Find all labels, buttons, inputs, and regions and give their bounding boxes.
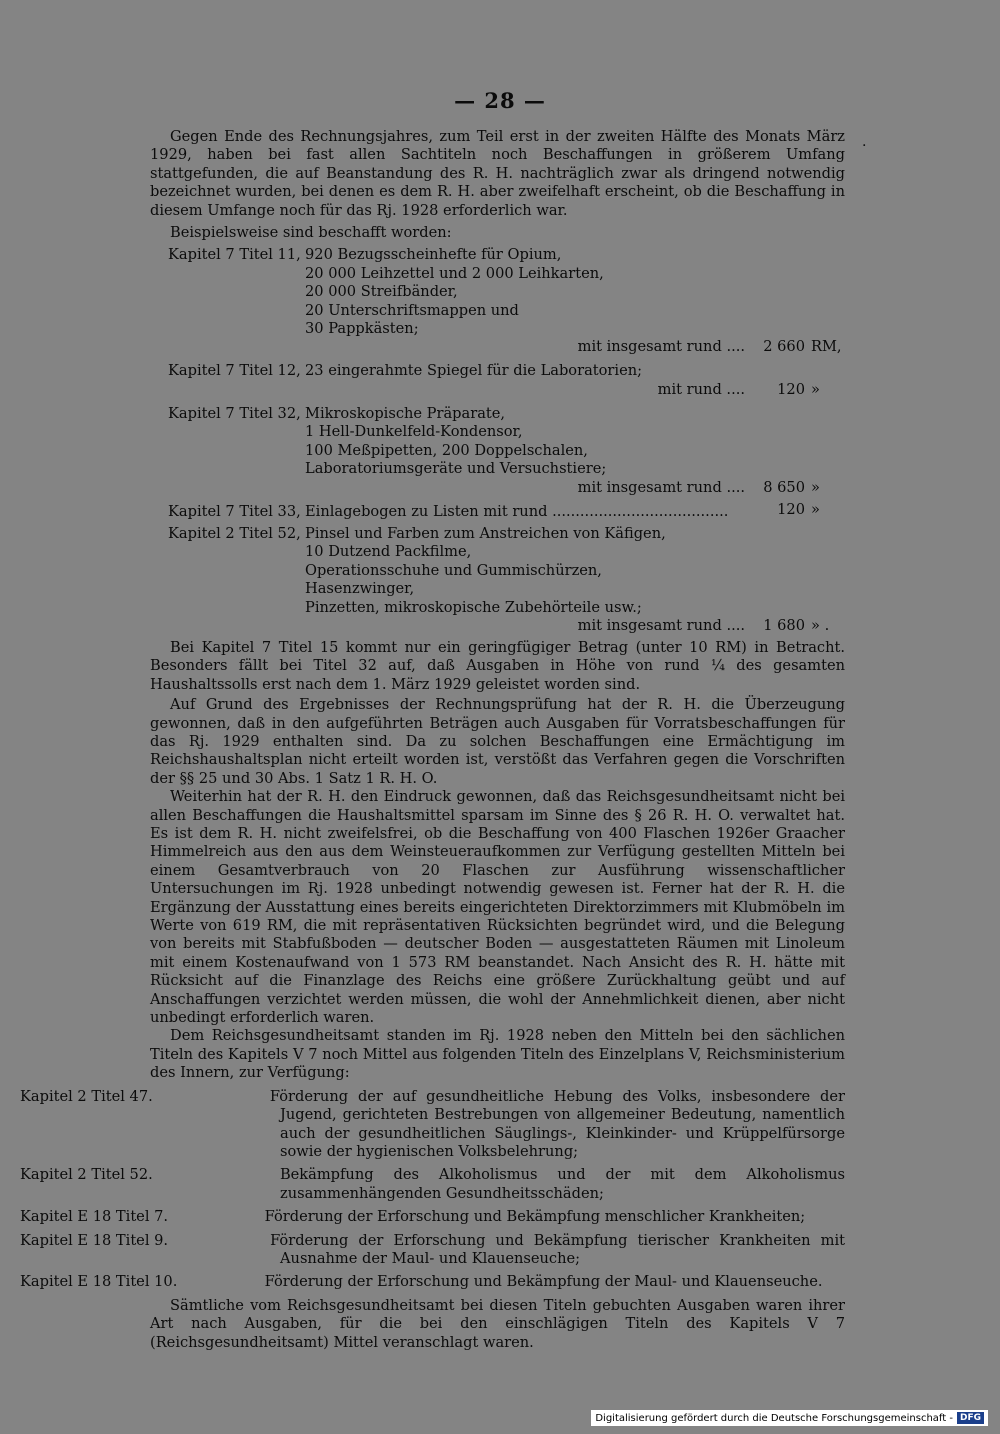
item-chapter-label: Kapitel 2 Titel 52, bbox=[168, 524, 301, 542]
paragraph-1: Gegen Ende des Rechnungsjahres, zum Teil erst in der zweiten Hälfte des Monats März 1929, haben bei fast allen Sachtiteln noch Beschaffungen in größerem Umfang stattgefunden, die auf Beanstandung des R. H. nachträglich zwar als dringend notwendig bezeichnet wurden, bei denen es dem R. H. aber zweifelhaft erscheint, ob die Beschaffung in diesem Umfange noch für das Rj. 1928 erforderlich war. bbox=[150, 128, 845, 219]
budget-titles-list bbox=[20, 1087, 846, 1292]
procurement-item bbox=[150, 405, 845, 499]
item-sum-line bbox=[150, 617, 845, 637]
footer-text: Digitalisierung gefördert durch die Deutsche Forschungsgemeinschaft - bbox=[595, 1412, 953, 1424]
budget-title-text: Förderung der auf gesundheitliche Hebung des Volks, insbesondere der Jugend, gerichteten Bestrebungen von allgemeiner Bedeutung, namentlich auch der gesundheitlichen Säuglings-, Kleinkinder- und Krüppelfürsorge sowie der hygienischen Volksbelehrung; bbox=[269, 1087, 845, 1160]
sum-unit: » . bbox=[811, 616, 830, 634]
sum-unit: » bbox=[811, 500, 820, 518]
budget-title-entry bbox=[20, 1231, 846, 1269]
item-line: Pinsel und Farben zum Anstreichen von Käfigen, bbox=[305, 524, 666, 542]
budget-title-text: Förderung der Erforschung und Bekämpfung tierischer Krankheiten mit Ausnahme der Maul- und Klauenseuche; bbox=[270, 1231, 846, 1267]
item-sum-line bbox=[150, 381, 845, 401]
item-line: Operationsschuhe und Gummischürzen, bbox=[305, 561, 602, 579]
budget-title-entry bbox=[20, 1087, 845, 1162]
budget-title-label: Kapitel E 18 Titel 9. bbox=[20, 1231, 169, 1249]
budget-title-label: Kapitel 2 Titel 47. bbox=[20, 1087, 153, 1105]
sum-unit: RM, bbox=[811, 338, 842, 356]
item-chapter-label: Kapitel 7 Titel 33, bbox=[168, 502, 301, 520]
item-chapter-label: Kapitel 7 Titel 12, bbox=[168, 362, 301, 380]
procurement-item bbox=[150, 362, 845, 400]
procurement-item bbox=[150, 500, 845, 521]
budget-title-text: Förderung der Erforschung und Bekämpfung der Maul- und Klauenseuche. bbox=[264, 1273, 823, 1291]
item-line: Mikroskopische Präparate, bbox=[305, 404, 506, 422]
page-number: — 28 — bbox=[454, 88, 546, 113]
item-line: Pinzetten, mikroskopische Zubehörteile usw.; bbox=[305, 598, 642, 616]
paragraph-5: Weiterhin hat der R. H. den Eindruck gewonnen, daß das Reichsgesundheitsamt nicht bei allen Beschaffungen die Haushaltsmittel sparsam im Sinne des § 26 R. H. O. verwaltet hat. Es ist dem R. H. nicht zweifelsfrei, ob die Beschaffung von 400 Flaschen 1926er Graacher Himmelreich aus den aus dem Weinsteueraufkommen zur Verfügung gestellten Mitteln bei einem Gesamtverbrauch von 20 Flaschen zur Ausführung wissenschaftlicher Untersuchungen im Rj. 1928 unbedingt notwendig gewesen ist. Ferner hat der R. H. die Ergänzung der Ausstattung eines bereits eingerichteten Direktorzimmers mit Klubmöbeln im Werte von 619 RM, die mit repräsentativen Rücksichten begründet wird, und die Belegung von bereits mit Stabfußboden — deutscher Boden — ausgestatteten Räumen mit Linoleum mit einem Kostenaufwand von 1 573 RM beanstandet. Nach Ansicht des R. H. hätte mit Rücksicht auf die Finanzlage des Reichs eine größere Zurückhaltung geübt und auf Anschaffungen verzichtet werden müssen, die wohl der Annehmlichkeit dienen, aber nicht unbedingt erforderlich waren. bbox=[150, 788, 845, 1027]
budget-title-label: Kapitel E 18 Titel 7. bbox=[20, 1208, 169, 1226]
item-line: Hasenzwinger, bbox=[305, 580, 415, 598]
paragraph-6: Dem Reichsgesundheitsamt standen im Rj. 1928 neben den Mitteln bei den sächlichen Titeln des Kapitels V 7 noch Mittel aus folgenden Titeln des Einzelplans V, Reichsministerium des Innern, zur Verfügung: bbox=[150, 1027, 845, 1082]
budget-title-entry bbox=[20, 1208, 845, 1226]
paragraph-3: Bei Kapitel 7 Titel 15 kommt nur ein geringfügiger Betrag (unter 10 RM) in Betracht. Besonders fällt bei Titel 32 auf, daß Ausgaben in Höhe von rund ¼ des gesamten Haushaltssolls erst nach dem 1. März 1929 geleistet worden sind. bbox=[150, 638, 845, 693]
budget-title-text: Förderung der Erforschung und Bekämpfung menschlicher Krankheiten; bbox=[264, 1208, 806, 1226]
budget-title-label: Kapitel 2 Titel 52. bbox=[20, 1166, 153, 1184]
closing-paragraph: Sämtliche vom Reichsgesundheitsamt bei diesen Titeln gebuchten Ausgaben waren ihrer Art nach Ausgaben, für die bei den einschlägigen Titeln des Kapitels V 7 (Reichsgesundheitsamt) Mittel veranschlagt waren. bbox=[150, 1296, 845, 1351]
item-chapter-label: Kapitel 7 Titel 11, bbox=[168, 246, 301, 264]
paragraph-4: Auf Grund des Ergebnisses der Rechnungsprüfung hat der R. H. die Überzeugung gewonnen, daß in den aufgeführten Beträgen auch Ausgaben für Vorratsbeschaffungen für das Rj. 1929 enthalten sind. Da zu solchen Beschaffungen eine Ermächtigung im Reichshaushaltsplan nicht erteilt worden ist, verstößt das Verfahren gegen die Vorschriften der §§ 25 und 30 Abs. 1 Satz 1 R. H. O. bbox=[150, 696, 845, 787]
sum-text: mit insgesamt rund .... bbox=[577, 616, 745, 634]
sum-value: 8 650 bbox=[763, 478, 805, 496]
digitization-footer bbox=[591, 1410, 988, 1426]
sum-value: 120 bbox=[777, 500, 805, 518]
dfg-logo: DFG bbox=[957, 1412, 984, 1424]
item-line: 23 eingerahmte Spiegel für die Laboratorien; bbox=[305, 362, 643, 380]
sum-value: 120 bbox=[777, 380, 805, 398]
item-chapter-label: Kapitel 7 Titel 32, bbox=[168, 404, 301, 422]
budget-title-text: Bekämpfung des Alkoholismus und der mit dem Alkoholismus zusammenhängenden Gesundheitsschäden; bbox=[279, 1166, 845, 1202]
item-line: 1 Hell-Dunkelfeld-Kondensor, bbox=[305, 423, 523, 441]
item-line: 30 Pappkästen; bbox=[305, 320, 419, 338]
item-sum-line bbox=[150, 338, 845, 358]
budget-title-entry bbox=[20, 1273, 845, 1291]
sum-text: mit insgesamt rund .... bbox=[577, 338, 745, 356]
sum-value: 2 660 bbox=[763, 338, 805, 356]
sum-text: mit rund .... bbox=[657, 380, 745, 398]
item-line: Einlagebogen zu Listen mit rund ...................................... bbox=[305, 502, 729, 520]
margin-dot: . bbox=[862, 134, 867, 150]
sum-unit: » bbox=[811, 478, 820, 496]
item-line: 20 000 Leihzettel und 2 000 Leihkarten, bbox=[305, 264, 604, 282]
item-line: 20 Unterschriftsmappen und bbox=[305, 301, 519, 319]
item-line: 20 000 Streifbänder, bbox=[305, 283, 458, 301]
sum-text: mit insgesamt rund .... bbox=[577, 478, 745, 496]
item-line: 100 Meßpipetten, 200 Doppelschalen, bbox=[305, 441, 588, 459]
item-sum-line bbox=[150, 501, 845, 521]
procurement-item bbox=[150, 525, 845, 637]
sum-value: 1 680 bbox=[763, 616, 805, 634]
item-line: 920 Bezugsscheinhefte für Opium, bbox=[305, 246, 562, 264]
item-line: Laboratoriumsgeräte und Versuchstiere; bbox=[305, 460, 607, 478]
budget-title-entry bbox=[20, 1166, 845, 1203]
item-line: 10 Dutzend Packfilme, bbox=[305, 543, 472, 561]
item-sum-line bbox=[150, 479, 845, 499]
procurement-list bbox=[150, 246, 845, 637]
procurement-item bbox=[150, 246, 845, 358]
sum-unit: » bbox=[811, 380, 820, 398]
paragraph-2: Beispielsweise sind beschafft worden: bbox=[170, 224, 452, 242]
document-body bbox=[20, 128, 846, 1352]
budget-title-label: Kapitel E 18 Titel 10. bbox=[20, 1273, 178, 1291]
